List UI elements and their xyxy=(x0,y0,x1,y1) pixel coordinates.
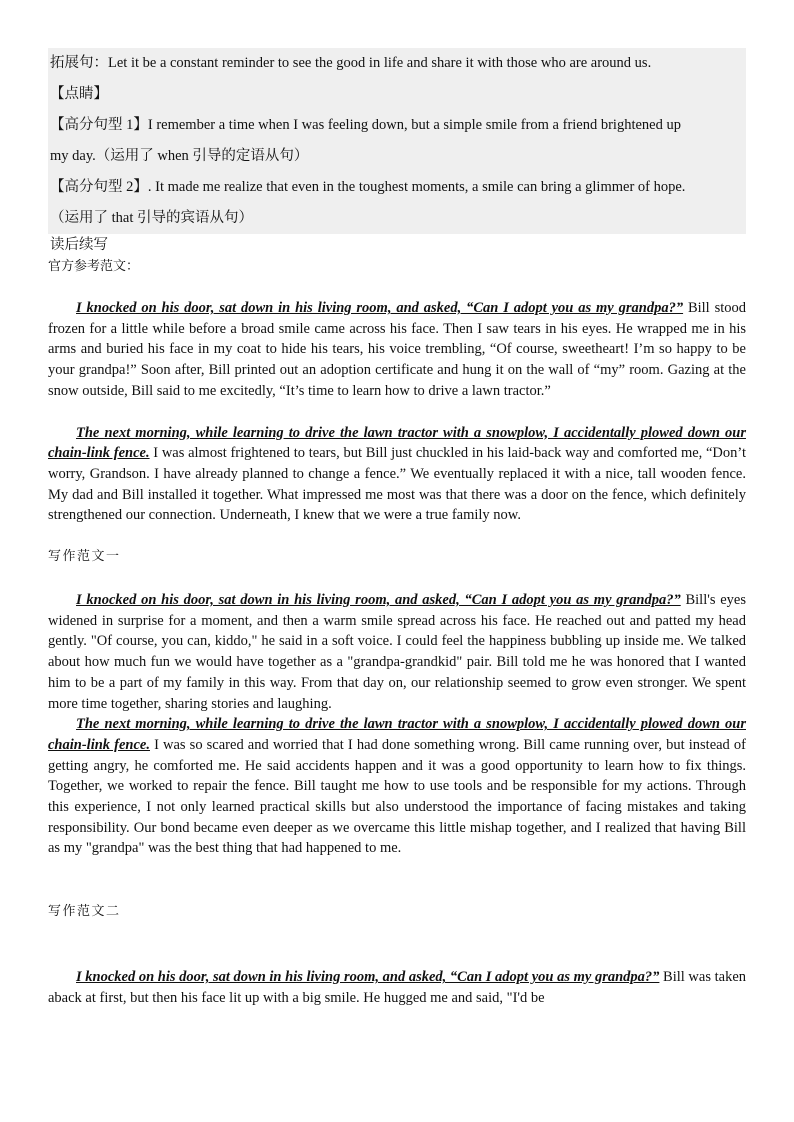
extension-sentence: 拓展句：Let it be a constant reminder to see the good in life and share it with those who are around us. xyxy=(50,55,652,71)
key-points-heading: 【点睛】 xyxy=(50,86,108,102)
sample1-p2-body: I was so scared and worried that I had done something wrong. Bill came running over, but instead of getting angry, he comforted me. He said accidents happen and it was a good opportunity to learn how to fix things. Together, we worked to repair the fence. Bill taught me how to use tools and be responsible for my actions. Through this experience, I not only learned practical skills but also understood the importance of facing mistakes and taking responsibility. Our bond became even deeper as we overcame this little mishap together, and I realized that having Bill as my "grandpa" was the best thing that had happened to me. xyxy=(48,736,746,857)
pattern-2-line-1: 【高分句型 2】. It made me realize that even in the toughest moments, a smile can bring a glimmer of hope. xyxy=(50,179,686,195)
sample1-p1-body: Bill's eyes widened in surprise for a moment, and then a warm smile spread across his face. He reached out and patted my head gently. "Of course, you can, kiddo," he said in a soft voice. I could feel the happiness bubbling up inside me. We talked about how much fun we would have together as a "grandpa-grandkid" pair. Bill told me he was honored that I wanted him to be a part of my family in this way. From that day on, our relationship seemed to grow even stronger. We spent more time together, sharing stories and laughing. xyxy=(48,592,746,712)
official-reference-label: 官方参考范文： xyxy=(48,258,140,273)
document-page xyxy=(48,48,746,1009)
sample-2-title: 写作范文二 xyxy=(48,903,121,919)
official-paragraph-1 xyxy=(48,298,746,402)
highlight-block xyxy=(48,48,746,234)
sample1-p2-lead-sentence: The next morning, while learning to drive the lawn tractor with a snowplow, I accidentally plowed down our chain-link fence. xyxy=(48,716,746,753)
sample1-paragraph-1 xyxy=(48,590,746,714)
pattern-1-line-2: my day.（运用了 when 引导的定语从句） xyxy=(50,148,309,164)
pattern-2-line-2: （运用了 that 引导的宾语从句） xyxy=(50,210,253,226)
sample1-p1-lead-sentence: I knocked on his door, sat down in his living room, and asked, “Can I adopt you as my grandpa?” xyxy=(76,592,681,609)
section-title: 读后续写 xyxy=(50,237,108,253)
official-p2-body: I was almost frightened to tears, but Bill just chuckled in his laid-back way and comforted me, “Don’t worry, Grandson. I have already planned to change a fence.” We eventually replaced it with a nice, tall wooden fence. My dad and Bill installed it together. What impressed me most was that there was a door on the fence, which definitely strengthened our connection. Underneath, I knew that we were a true family now. xyxy=(48,445,746,524)
pattern-1-line-1: 【高分句型 1】I remember a time when I was feeling down, but a simple smile from a friend brightened up xyxy=(50,117,681,133)
official-p1-lead-sentence: I knocked on his door, sat down in his living room, and asked, “Can I adopt you as my grandpa?” xyxy=(76,300,684,316)
sample2-p1-lead-sentence: I knocked on his door, sat down in his living room, and asked, “Can I adopt you as my grandpa?” xyxy=(76,969,660,986)
sample2-p1-body: Bill was taken aback at first, but then his face lit up with a big smile. He hugged me and said, "I'd be xyxy=(48,969,746,1006)
sample1-paragraph-2 xyxy=(48,714,746,859)
official-paragraph-2 xyxy=(48,423,746,527)
official-p2-lead-sentence: The next morning, while learning to drive the lawn tractor with a snowplow, I accidentally plowed down our chain-link fence. xyxy=(48,424,746,462)
sample-1-title: 写作范文一 xyxy=(48,548,121,564)
sample2-paragraph-1 xyxy=(48,967,746,1008)
official-p1-body: Bill stood frozen for a little while before a broad smile came across his face. Then I saw tears in his eyes. He wrapped me in his arms and buried his face in my coat to hide his tears, his voice trembling, “Of course, sweetheart! I’m so happy to be your grandpa!” Soon after, Bill printed out an adoption certificate and hung it on the wall of “my” room. Gazing at the snow outside, Bill said to me excitedly, “It’s time to learn how to drive a lawn tractor.” xyxy=(48,300,747,399)
